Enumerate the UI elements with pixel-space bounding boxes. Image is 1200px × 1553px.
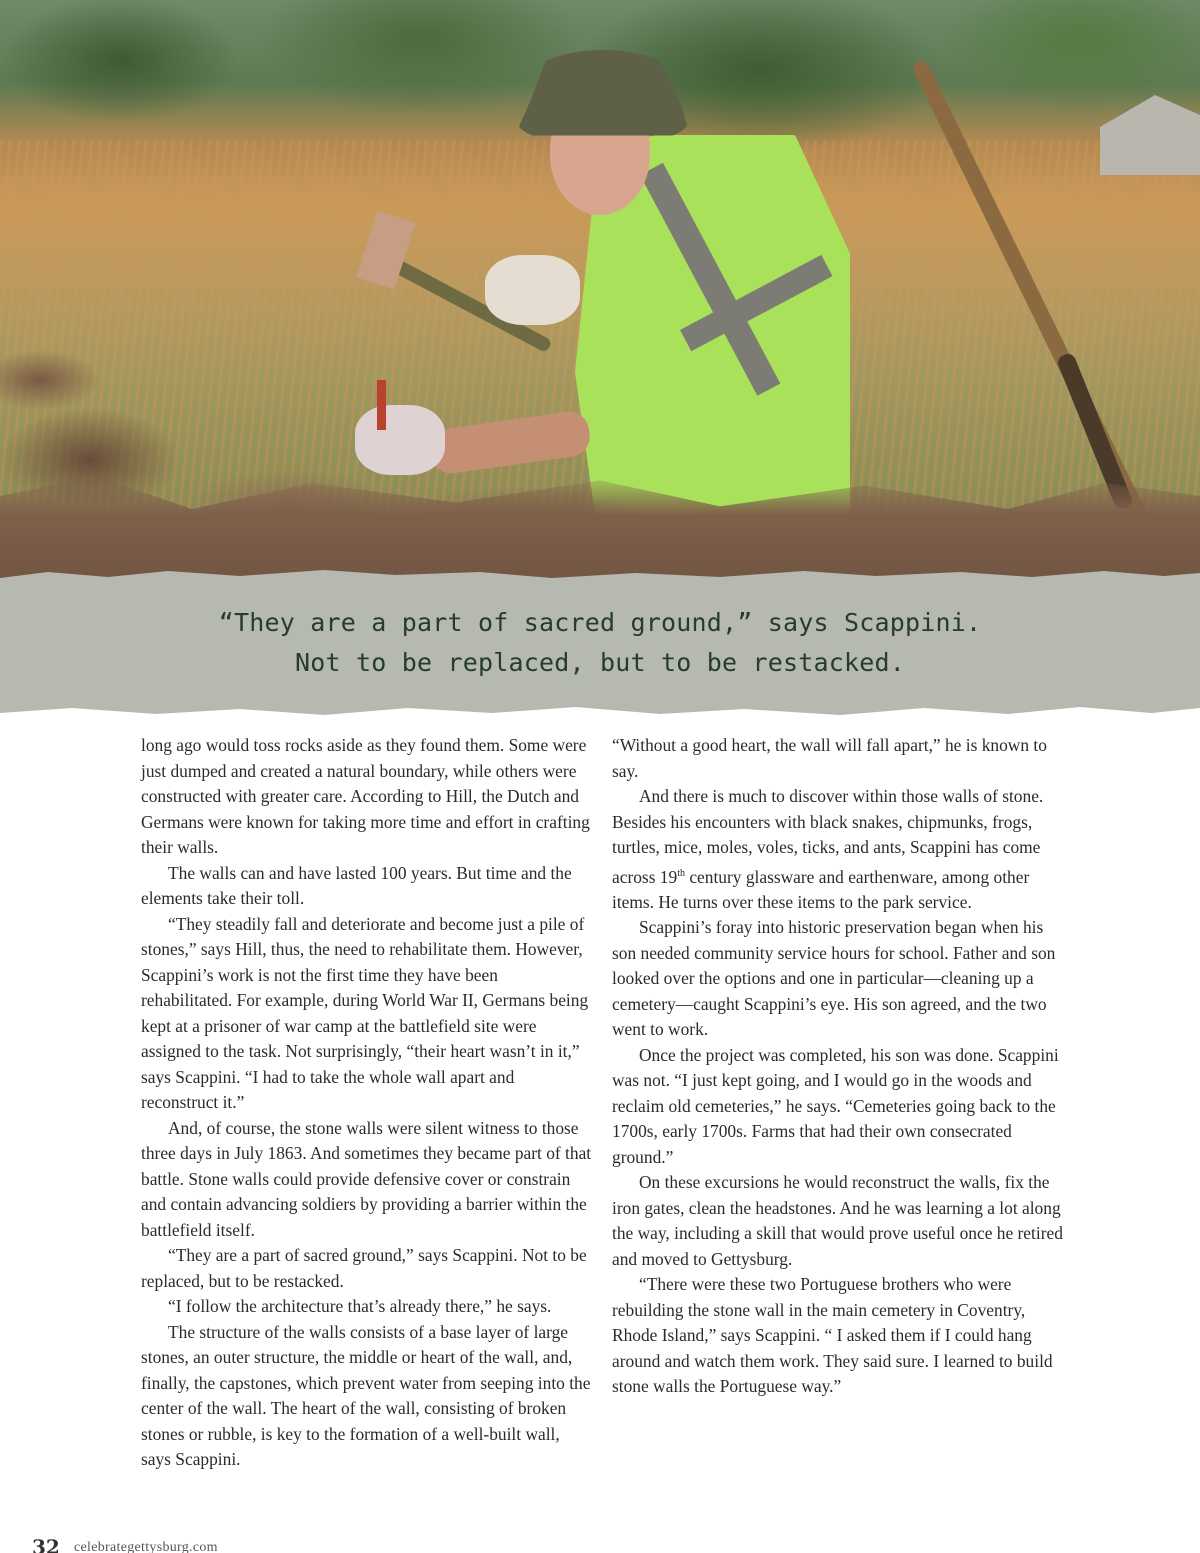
pull-quote [0, 603, 1200, 683]
pull-quote-line-1: “They are a part of sacred ground,” says Scappini. [218, 608, 982, 637]
website-url[interactable]: celebrategettysburg.com [74, 1540, 218, 1553]
paragraph: And, of course, the stone walls were silent witness to those three days in July 1863. And sometimes they became part of that battle. Stone walls could provide defensive cover or constrain and contain advancing soldiers by providing a barrier within the battlefield itself. [141, 1117, 592, 1240]
pull-quote-line-2: Not to be replaced, but to be restacked. [294, 648, 906, 677]
article-column-right [612, 733, 1064, 1400]
article-column-left [141, 733, 593, 1473]
paragraph: “They are a part of sacred ground,” says Scappini. Not to be replaced, but to be restacked. [141, 1245, 587, 1291]
paragraph: The walls can and have lasted 100 years. But time and the elements take their toll. [141, 862, 572, 908]
paragraph: The structure of the walls consists of a base layer of large stones, an outer structure, the middle or heart of the wall, and, finally, the capstones, which prevent water from seeping into the center of the wall. The heart of the wall, consisting of broken stones or rubble, is key to the formation of a well-built wall, says Scappini. [141, 1321, 591, 1469]
photo-work-glove [485, 255, 580, 325]
hero-photo-stone-wall-worker [0, 0, 1200, 600]
paragraph: “There were these two Portuguese brothers who were rebuilding the stone wall in the main cemetery in Coventry, Rhode Island,” says Scappini. “ I asked them if I could hang around and watch them work. They said sure. I learned to build stone walls the Portuguese way.” [612, 1274, 1053, 1397]
paragraph-text: And there is much to discover within those walls of stone. Besides his encounters with black snakes, chipmunks, frogs, turtles, mice, moles, voles, ticks, and ants, Scappini has come across 19 [612, 786, 1044, 887]
page-number: 32 [32, 1535, 60, 1553]
paragraph: “Without a good heart, the wall will fall apart,” he is known to say. [612, 735, 1047, 781]
paragraph: Scappini’s foray into historic preservation began when his son needed community service hours for school. Father and son looked over the options and one in particular—cleaning up a cemetery—caught Scappini’s eye. His son agreed, and the two went to work. [612, 917, 1056, 1040]
paragraph: On these excursions he would reconstruct the walls, fix the iron gates, clean the headstones. And he was learning a lot along the way, including a skill that would prove useful once he retired and moved to Gettysburg. [612, 1172, 1063, 1269]
ordinal-superscript: th [677, 867, 685, 879]
paragraph-text: century glassware and earthenware, among other items. He turns over these items to the park service. [612, 866, 1030, 912]
paragraph: Once the project was completed, his son was done. Scappini was not. “I just kept going, and I would go in the woods and reclaim old cemeteries,” he says. “Cemeteries going back to the 1700s, early 1700s. Farms that had their own consecrated ground.” [612, 1044, 1059, 1167]
paragraph: long ago would toss rocks aside as they found them. Some were just dumped and created a natural boundary, while others were constructed with greater care. According to Hill, the Dutch and Germans were known for taking more time and effort in crafting their walls. [141, 735, 590, 857]
paragraph: “They steadily fall and deteriorate and become just a pile of stones,” says Hill, thus, the need to rehabilitate them. However, Scappini’s work is not the first time they have been rehabilitated. For example, during World War II, Germans being kept at a prisoner of war camp at the battlefield site were assigned to the task. Not surprisingly, “their heart wasn’t in it,” says Scappini. “I had to take the whole wall apart and reconstruct it.” [141, 913, 589, 1112]
paragraph [612, 784, 1064, 915]
paragraph: “I follow the architecture that’s already there,” he says. [168, 1296, 552, 1316]
